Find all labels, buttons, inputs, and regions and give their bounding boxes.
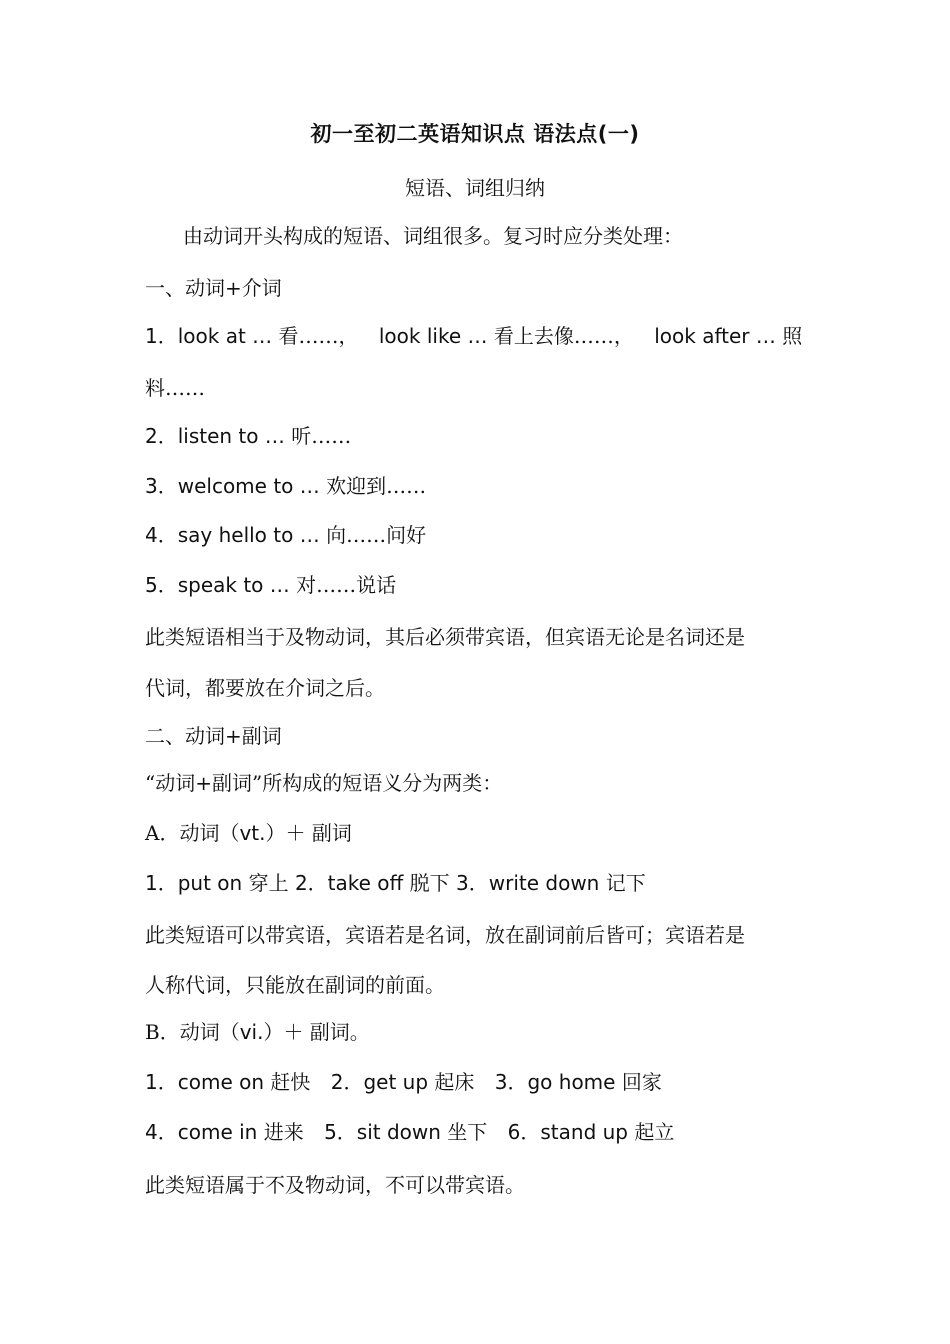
- section1-item2: [145, 420, 351, 449]
- phrase-say-hello-to: 4．say hello to …: [145, 523, 320, 547]
- section2-a-heading: [145, 817, 352, 846]
- section2-heading: 二、动词+副词: [145, 724, 282, 748]
- phrase-welcome-to: 3．welcome to …: [145, 474, 320, 498]
- section1-item3: [145, 470, 426, 499]
- phrase-sit-down: 5．sit down: [324, 1120, 441, 1144]
- section2-description: “动词+副词”所构成的短语义分为两类：: [145, 771, 503, 795]
- section1-heading: 一、动词+介词: [145, 276, 282, 300]
- meaning-listen-to: 听……: [291, 424, 352, 448]
- meaning-look-at: 看……，: [278, 324, 359, 348]
- section2-b-note: 此类短语属于不及物动词，不可以带宾语。: [145, 1173, 525, 1197]
- b-heading-suffix: ）＋ 副词。: [263, 1020, 370, 1044]
- b-heading-prefix: B．动词（: [145, 1020, 240, 1044]
- phrase-get-up: 2．get up: [330, 1070, 429, 1094]
- section1-item5: [145, 569, 396, 598]
- phrase-stand-up: 6．stand up: [507, 1120, 628, 1144]
- meaning-write-down: 记下: [605, 871, 646, 895]
- section2-b-items-row1: [145, 1066, 662, 1095]
- a-heading-suffix: ）＋ 副词: [265, 821, 352, 845]
- meaning-get-up: 起床: [434, 1070, 475, 1094]
- section1-note-line2: 代词，都要放在介词之后。: [145, 676, 385, 700]
- phrase-write-down: 3．write down: [456, 871, 600, 895]
- phrase-look-after: look after …: [654, 324, 776, 348]
- section1-item1: [145, 320, 802, 349]
- phrase-look-like: look like …: [378, 324, 488, 348]
- meaning-say-hello-to: 向……问好: [326, 523, 427, 547]
- page-title: 初一至初二英语知识点 语法点(一): [310, 122, 640, 146]
- meaning-speak-to: 对……说话: [296, 573, 397, 597]
- section2-a-note-line2: 人称代词，只能放在副词的前面。: [145, 973, 445, 997]
- phrase-go-home: 3．go home: [494, 1070, 616, 1094]
- meaning-come-in: 进来: [263, 1120, 304, 1144]
- phrase-speak-to: 5．speak to …: [145, 573, 290, 597]
- phrase-come-in: 4．come in: [145, 1120, 258, 1144]
- phrase-put-on: 1．put on: [145, 871, 243, 895]
- meaning-take-off: 脱下: [409, 871, 450, 895]
- meaning-come-on: 赶快: [270, 1070, 311, 1094]
- meaning-go-home: 回家: [621, 1070, 662, 1094]
- meaning-sit-down: 坐下: [447, 1120, 488, 1144]
- section2-a-items: [145, 867, 646, 896]
- phrase-come-on: 1．come on: [145, 1070, 265, 1094]
- intro-paragraph: 由动词开头构成的短语、词组很多。复习时应分类处理：: [183, 224, 683, 248]
- phrase-look-at: 1．look at …: [145, 324, 273, 348]
- section2-a-note-line1: 此类短语可以带宾语，宾语若是名词，放在副词前后皆可；宾语若是: [145, 923, 745, 947]
- section2-b-items-row2: [145, 1116, 674, 1145]
- meaning-welcome-to: 欢迎到……: [326, 474, 427, 498]
- meaning-stand-up: 起立: [634, 1120, 675, 1144]
- meaning-look-like: 看上去像……，: [493, 324, 634, 348]
- phrase-listen-to: 2．listen to …: [145, 424, 285, 448]
- section1-item1-continued: 料……: [145, 376, 205, 400]
- meaning-look-after: 照: [782, 324, 803, 348]
- page-subtitle: 短语、词组归纳: [405, 176, 545, 200]
- section1-item4: [145, 519, 426, 548]
- phrase-take-off: 2．take off: [294, 871, 404, 895]
- section1-note-line1: 此类短语相当于及物动词，其后必须带宾语，但宾语无论是名词还是: [145, 625, 745, 649]
- meaning-put-on: 穿上: [248, 871, 289, 895]
- a-heading-prefix: A．动词（: [145, 821, 240, 845]
- section2-b-heading: [145, 1016, 370, 1045]
- a-heading-vt: vt.: [239, 821, 266, 845]
- b-heading-vi: vi.: [239, 1020, 264, 1044]
